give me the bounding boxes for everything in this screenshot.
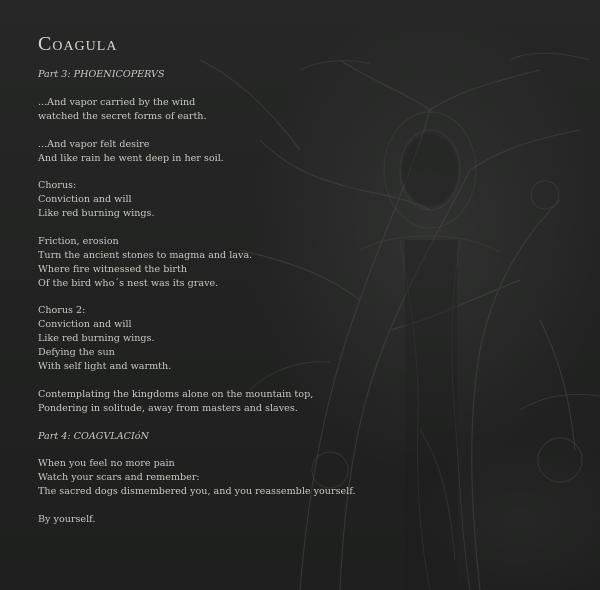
section-heading: Part 4: COAGVLACIóN xyxy=(38,430,149,442)
section-part-4 xyxy=(38,430,368,527)
lyric-line: Of the bird who´s nest was its grave. xyxy=(38,277,219,289)
lyric-line: Like red burning wings. xyxy=(38,208,155,220)
lyric-line: Conviction and will xyxy=(38,194,132,206)
lyric-line: Pondering in solitude, away from masters and slaves. xyxy=(38,402,298,414)
stanza xyxy=(38,388,368,416)
lyric-line: Defying the sun xyxy=(38,347,115,359)
lyric-line: Friction, erosion xyxy=(38,235,119,247)
lyric-line: ...And vapor carried by the wind xyxy=(38,96,196,108)
stanza xyxy=(38,179,368,221)
lyric-line: With self light and warmth. xyxy=(38,361,172,373)
lyric-line: Like red burning wings. xyxy=(38,333,155,345)
lyrics-block xyxy=(38,32,368,541)
lyric-line: Chorus: xyxy=(38,180,77,192)
stanza xyxy=(38,457,368,499)
song-title: Coagula xyxy=(38,33,118,55)
section-heading: Part 3: PHOENICOPERVS xyxy=(38,69,165,80)
lyric-line: Where fire witnessed the birth xyxy=(38,263,188,275)
lyric-line: ...And vapor felt desire xyxy=(38,138,150,150)
lyric-line: Watch your scars and remember: xyxy=(38,472,200,484)
lyric-line: The sacred dogs dismembered you, and you reassemble yourself. xyxy=(38,486,356,498)
stanza xyxy=(38,96,368,124)
lyric-line: And like rain he went deep in her soil. xyxy=(38,152,224,164)
lyric-line: Conviction and will xyxy=(38,319,132,331)
lyric-line: When you feel no more pain xyxy=(38,458,175,470)
stanza xyxy=(38,235,368,291)
lyric-line: Chorus 2: xyxy=(38,305,86,317)
lyric-line: Contemplating the kingdoms alone on the mountain top, xyxy=(38,388,314,400)
stanza xyxy=(38,138,368,166)
stanza xyxy=(38,304,368,374)
section-part-3 xyxy=(38,68,368,416)
stanza xyxy=(38,513,368,527)
lyric-line: Turn the ancient stones to magma and lava. xyxy=(38,249,253,261)
lyric-line: watched the secret forms of earth. xyxy=(38,110,207,122)
lyric-line: By yourself. xyxy=(38,514,96,526)
